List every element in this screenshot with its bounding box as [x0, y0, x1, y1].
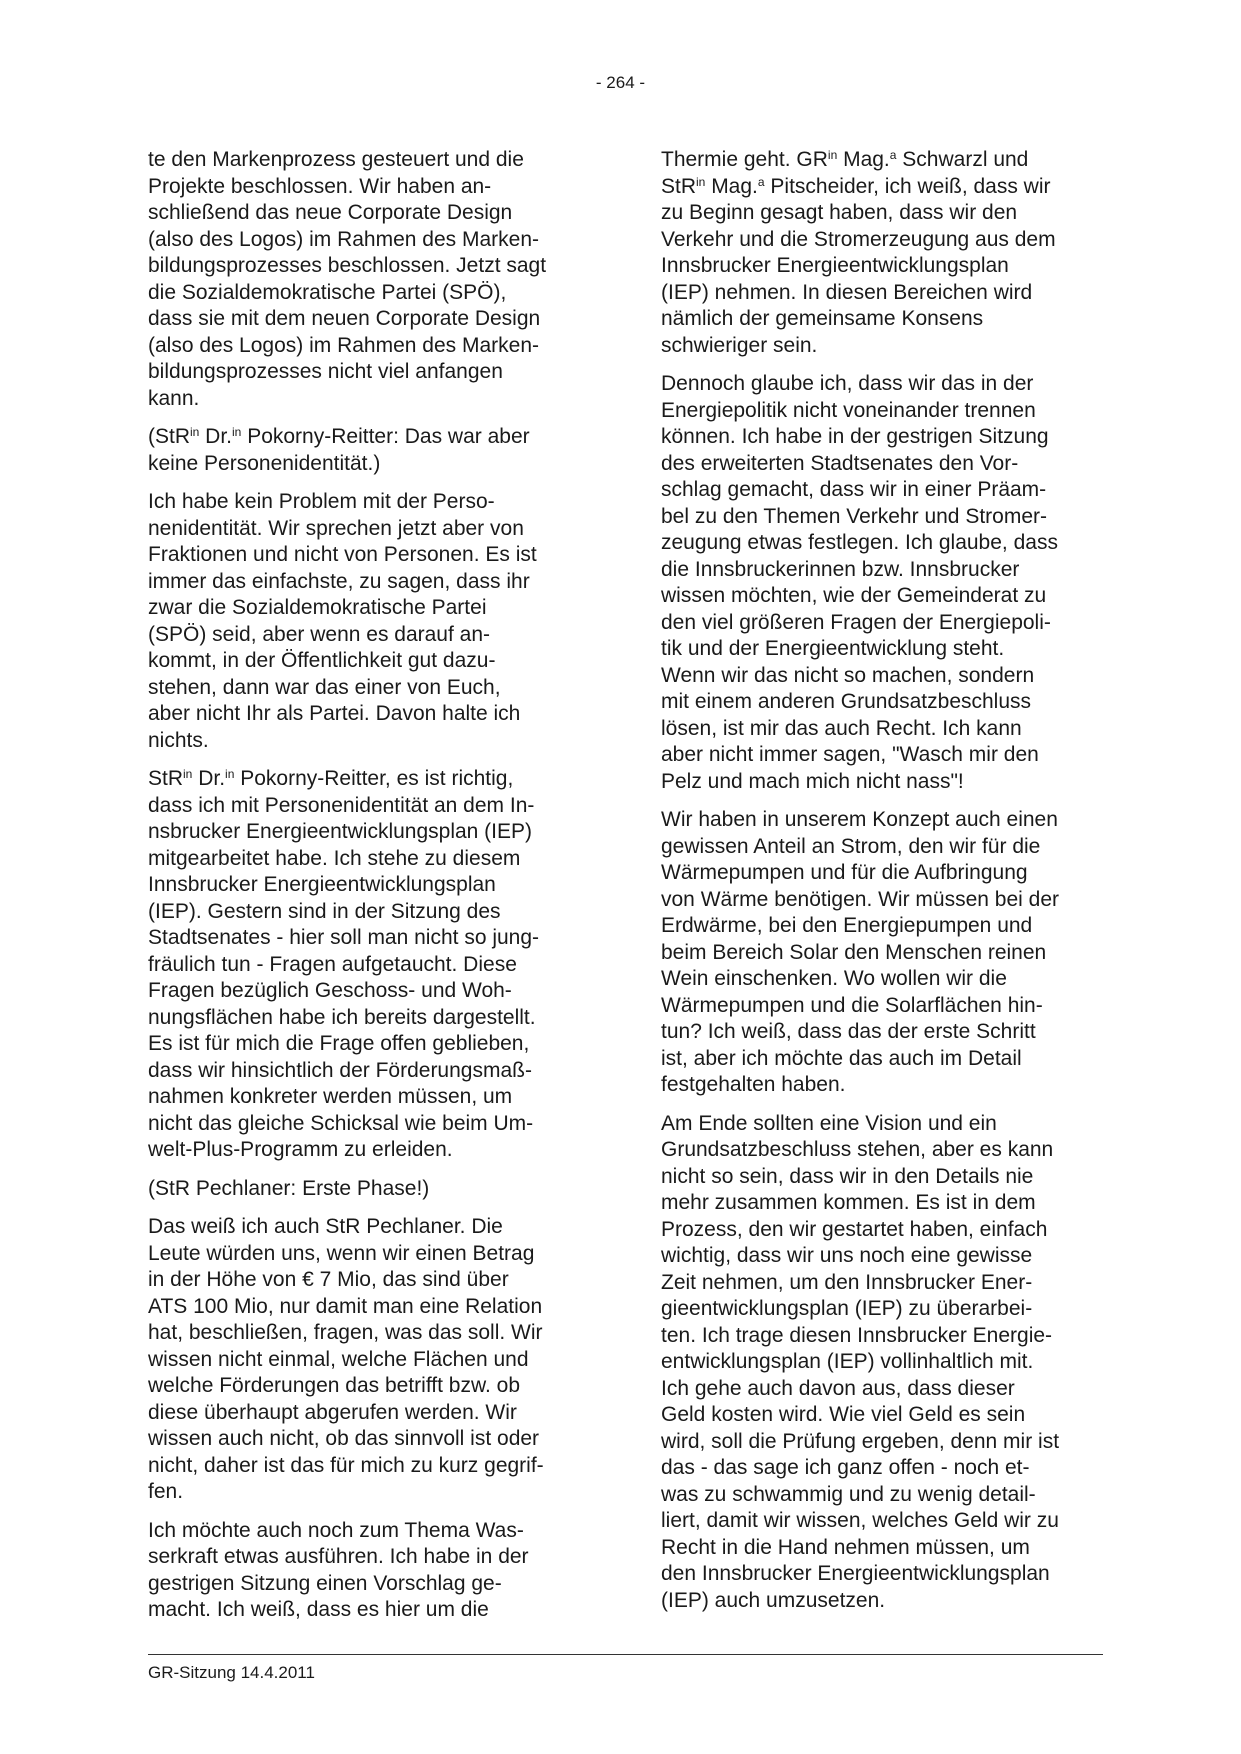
paragraph: Ich habe kein Problem mit der Perso- nenidentität. Wir sprechen jetzt aber von Fraktionen und nicht von Personen. Es ist immer das einfachste, zu sagen, dass ihr zwar die Sozialdemokratische Partei (SPÖ) seid, aber wenn es darauf an- kommt, in der Öffentlichkeit gut dazu- stehen, dann war das einer von Euch, aber nicht Ihr als Partei. Davon halte ich nichts.	[148, 490, 537, 752]
paragraph: Das weiß ich auch StR Pechlaner. Die Leute würden uns, wenn wir einen Betrag in der Höhe von € 7 Mio, das sind über ATS 100 Mio, nur damit man eine Relation hat, beschließen, fragen, was das soll. Wir wissen nicht einmal, welche Flächen und welche Förderungen das betrifft bzw. ob diese überhaupt abgerufen werden. Wir wissen auch nicht, ob das sinnvoll ist oder nicht, daher ist das für mich zu kurz gegrif- fen.	[148, 1215, 544, 1503]
paragraph: Am Ende sollten eine Vision und ein Grundsatzbeschluss stehen, aber es kann nicht so sein, dass wir in den Details nie mehr zusammen kommen. Es ist in dem Prozess, den wir gestartet haben, einfach wichtig, dass wir uns noch eine gewisse Zeit nehmen, um den Innsbrucker Ener- gieentwicklungsplan (IEP) zu überarbei- ten. Ich trage diesen Innsbrucker Energie- entwicklungsplan (IEP) vollinhaltlich mit. Ich gehe auch davon aus, dass dieser Geld kosten wird. Wie viel Geld es sein wird, soll die Prüfung ergeben, denn mir ist das - das sage ich ganz offen - noch et- was zu schwammig und zu wenig detail- liert, damit wir wissen, welches Geld wir zu Recht in die Hand nehmen müssen, um den Innsbrucker Energieentwicklungsplan (IEP) auch umzusetzen.	[661, 1111, 1060, 1612]
paragraph: Dennoch glaube ich, dass wir das in der Energiepolitik nicht voneinander trennen können. Ich habe in der gestrigen Sitzung des erweiterten Stadtsenates den Vor- schlag gemacht, dass wir in einer Präam- bel zu den Themen Verkehr und Stromer- zeugung etwas festlegen. Ich glaube, dass die Innsbruckerinnen bzw. Innsbrucker wissen möchten, wie der Gemeinderat zu den viel größeren Fragen der Energiepoli- tik und der Energieentwicklung steht. Wenn wir das nicht so machen, sondern mit einem anderen Grundsatzbeschluss lösen, ist mir das auch Recht. Ich kann aber nicht immer sagen, "Wasch mir den Pelz und mach mich nicht nass"!	[661, 372, 1058, 793]
interjection: (StR Pechlaner: Erste Phase!)	[148, 1176, 430, 1200]
page-number: - 264 -	[595, 73, 646, 92]
footer-divider	[148, 1654, 1103, 1655]
paragraph: Wir haben in unserem Konzept auch einen gewissen Anteil an Strom, den wir für die Wärmepumpen und für die Aufbringung von Wärme benötigen. Wir müssen bei der Erdwärme, bei den Energiepumpen und beim Bereich Solar den Menschen reinen Wein einschenken. Wo wollen wir die Wärmepumpen und die Solarflächen hin- tun? Ich weiß, dass das der erste Schritt ist, aber ich möchte das auch im Detail festgehalten haben.	[661, 808, 1060, 1096]
paragraph: StR$^{in}$ Dr.$^{in}$ Pokorny-Reitter, es ist richtig, dass ich mit Personenidentität an dem In- nsbrucker Energieentwicklungsplan (IEP) mitgearbeitet habe. Ich stehe zu diesem Innsbrucker Energieentwicklungsplan (IEP). Gestern sind in der Sitzung des Stadtsenates - hier soll man nicht so jung- fräulich tun - Fragen aufgetaucht. Diese Fragen bezüglich Geschoss- und Woh- nungsflächen habe ich bereits dargestellt. Es ist für mich die Frage offen geblieben, dass wir hinsichtlich der Förderungsmaß- nahmen konkreter werden müssen, um nicht das gleiche Schicksal wie beim Um- welt-Plus-Programm zu erleiden.	[148, 766, 540, 1161]
paragraph: Thermie geht. $GR^{in}$ Mag.$^a$ Schwarzl und StR$^{in}$ Mag.$^a$ Pitscheider, ich weiß, dass wir zu Beginn gesagt haben, dass wir den Verkehr und die Stromerzeugung aus dem Innsbrucker Energieentwicklungsplan (IEP) nehmen. In diesen Bereichen wird nämlich der gemeinsame Konsens schwieriger sein.	[661, 147, 1056, 357]
right-column	[661, 147, 1101, 1626]
paragraph: te den Markenprozess gesteuert und die Projekte beschlossen. Wir haben an- schließend das neue Corporate Design (also des Logos) im Rahmen des Marken- bildungsprozesses beschlossen. Jetzt sagt die Sozialdemokratische Partei (SPÖ), dass sie mit dem neuen Corporate Design (also des Logos) im Rahmen des Marken- bildungsprozesses nicht viel anfangen kann.	[148, 148, 547, 410]
paragraph: Ich möchte auch noch zum Thema Was- serkraft etwas ausführen. Ich habe in der gestrigen Sitzung einen Vorschlag ge- macht. Ich weiß, dass es hier um die	[148, 1518, 529, 1621]
footer-text: GR-Sitzung 14.4.2011	[148, 1663, 315, 1682]
left-column	[148, 147, 588, 1636]
interjection: (StR$^{in}$ Dr.$^{in}$ Pokorny-Reitter: Das war aber keine Personenidentität.)	[148, 424, 530, 475]
